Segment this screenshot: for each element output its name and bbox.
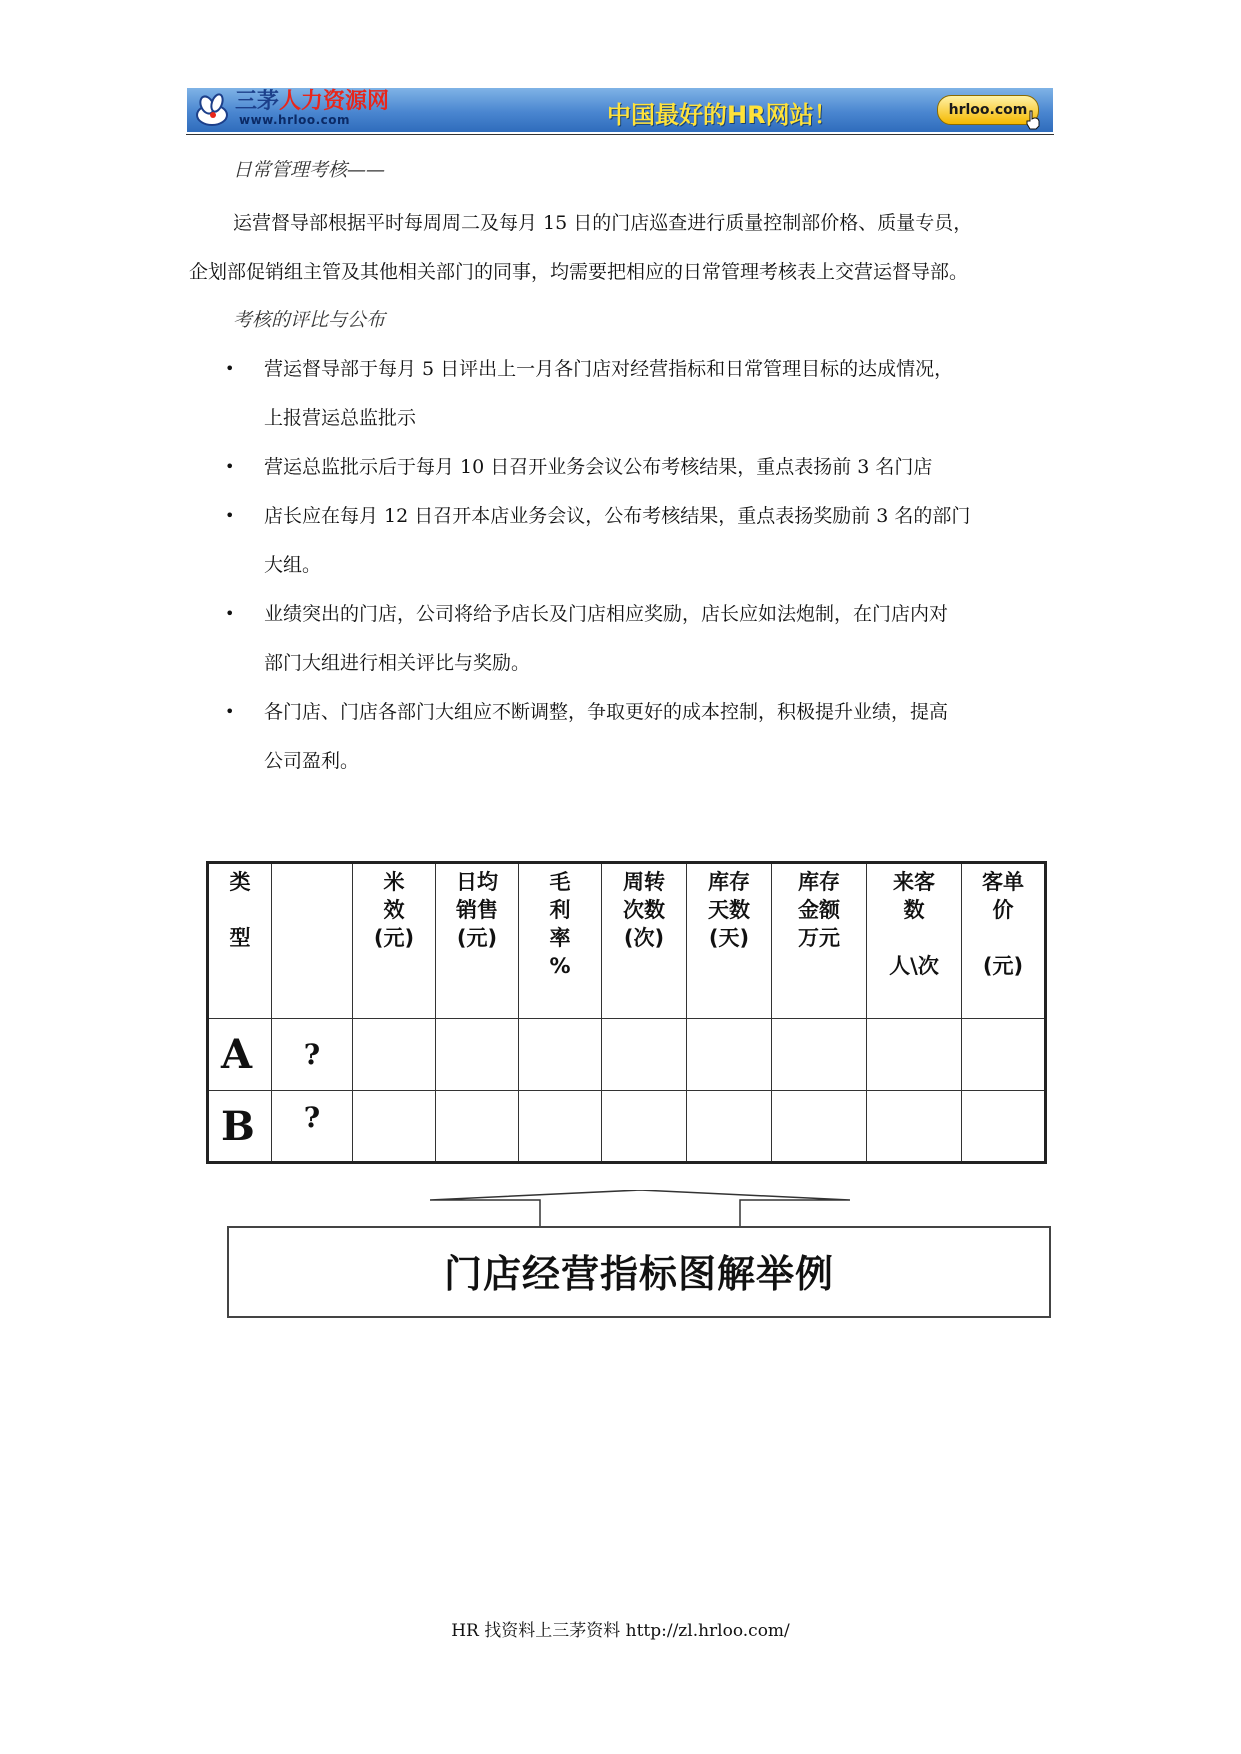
header-line — [209, 896, 271, 924]
bullet-text: 大组。 — [264, 554, 322, 576]
header-line: 万元 — [798, 926, 840, 950]
bullet-marker: • — [225, 457, 235, 476]
table-cell[interactable] — [436, 1091, 519, 1163]
banner-slogan: 中国最好的HR网站！ — [607, 101, 838, 129]
bullet-text: 公司盈利。 — [264, 750, 360, 772]
header-line: 率 — [549, 926, 571, 950]
paragraph-line: 运营督导部根据平时每周周二及每月 15 日的门店巡查进行质量控制部价格、质量专员， — [233, 212, 973, 234]
table-cell[interactable] — [772, 1091, 867, 1163]
page-footer: HR 找资料上三茅资料 http://zl.hrloo.com/ — [451, 1621, 790, 1641]
header-cell-turnover — [602, 863, 687, 1019]
table-cell[interactable] — [519, 1019, 602, 1091]
header-line: 利 — [549, 898, 571, 922]
brand-name — [235, 90, 389, 114]
header-line: 周转 — [623, 870, 665, 894]
table-cell[interactable] — [519, 1091, 602, 1163]
header-line: 来客 — [893, 870, 935, 894]
header-line: 价 — [992, 898, 1014, 922]
table-cell[interactable] — [353, 1019, 436, 1091]
table-header-row — [208, 863, 1046, 1019]
bullet-text: 店长应在每月 12 日召开本店业务会议，公布考核结果，重点表扬奖励前 3 名的部门 — [264, 505, 971, 527]
header-line: 天数 — [708, 898, 750, 922]
bullet-text: 各门店、门店各部门大组应不断调整，争取更好的成本控制，积极提升业绩，提高 — [264, 701, 949, 723]
table-row — [208, 1091, 1046, 1163]
row-mark: ? — [272, 1019, 353, 1091]
header-line: (元) — [373, 926, 415, 950]
callout-caption: 门店经营指标图解举例 — [443, 1252, 834, 1296]
header-line: 数 — [903, 898, 925, 922]
bullet-text: 部门大组进行相关评比与奖励。 — [264, 652, 531, 674]
bullet-marker: • — [225, 359, 235, 378]
table-cell[interactable] — [772, 1019, 867, 1091]
bullet-marker: • — [225, 604, 235, 623]
header-line: 型 — [229, 926, 251, 950]
brand-url: www.hrloo.com — [239, 113, 351, 127]
header-cell-stock-amount — [772, 863, 867, 1019]
header-cell-daily-sales — [436, 863, 519, 1019]
table-cell[interactable] — [687, 1091, 772, 1163]
header-cell-stock-days — [687, 863, 772, 1019]
header-line: 毛 — [549, 870, 571, 894]
table-cell[interactable] — [602, 1091, 687, 1163]
header-line: (次) — [623, 926, 665, 950]
section-heading-evaluation: 考核的评比与公布 — [233, 309, 386, 331]
header-line: 人\次 — [889, 954, 939, 978]
bullet-text: 上报营运总监批示 — [264, 407, 417, 429]
header-cell-blank — [272, 863, 353, 1019]
header-line: (元) — [456, 926, 498, 950]
header-line: 库存 — [708, 870, 750, 894]
header-cell-customer-count — [867, 863, 962, 1019]
row-label: B — [208, 1091, 272, 1163]
hrloo-button[interactable]: hrloo.com — [937, 95, 1039, 125]
brand-part1: 三茅 — [235, 89, 280, 114]
hand-cursor-icon — [1025, 110, 1041, 130]
header-line — [867, 924, 961, 952]
header-line: 库存 — [798, 870, 840, 894]
bullet-text: 营运总监批示后于每月 10 日召开业务会议公布考核结果，重点表扬前 3 名门店 — [264, 456, 933, 478]
header-line: 客单 — [982, 870, 1024, 894]
header-cell-type — [208, 863, 272, 1019]
header-line: 效 — [383, 898, 405, 922]
table-cell[interactable] — [867, 1091, 962, 1163]
header-line: 次数 — [623, 898, 665, 922]
header-banner[interactable] — [187, 88, 1053, 132]
header-line: 米 — [383, 870, 405, 894]
table-cell[interactable] — [962, 1091, 1046, 1163]
store-metrics-table — [206, 861, 1047, 1164]
table-row — [208, 1019, 1046, 1091]
header-cell-avg-ticket — [962, 863, 1046, 1019]
header-rule — [186, 134, 1054, 135]
table-cell[interactable] — [353, 1091, 436, 1163]
callout-arrow — [430, 1190, 850, 1230]
header-line: 销售 — [456, 898, 498, 922]
table-cell[interactable] — [962, 1019, 1046, 1091]
header-line: 类 — [229, 870, 251, 894]
section-heading-daily: 日常管理考核—— — [233, 159, 386, 181]
header-line: 金额 — [798, 898, 840, 922]
paragraph-line: 企划部促销组主管及其他相关部门的同事，均需要把相应的日常管理考核表上交营运督导部。 — [189, 261, 969, 283]
table-cell[interactable] — [602, 1019, 687, 1091]
table-cell[interactable] — [687, 1019, 772, 1091]
bullet-marker: • — [225, 702, 235, 721]
table-cell[interactable] — [867, 1019, 962, 1091]
header-line: (元) — [982, 954, 1024, 978]
logo-icon — [193, 91, 231, 129]
bullet-text: 营运督导部于每月 5 日评出上一月各门店对经营指标和日常管理目标的达成情况， — [264, 358, 954, 380]
header-line: 日均 — [456, 870, 498, 894]
header-line: (天) — [708, 926, 750, 950]
bullet-text: 业绩突出的门店，公司将给予店长及门店相应奖励，店长应如法炮制，在门店内对 — [264, 603, 949, 625]
header-line: % — [549, 954, 571, 978]
row-label: A — [208, 1019, 272, 1091]
header-line — [962, 924, 1044, 952]
bullet-marker: • — [225, 506, 235, 525]
brand-part2: 人力资源网 — [279, 89, 390, 114]
header-cell-gross-margin — [519, 863, 602, 1019]
callout-box — [227, 1226, 1051, 1318]
table-cell[interactable] — [436, 1019, 519, 1091]
header-cell-sales-per-meter — [353, 863, 436, 1019]
row-mark: ? — [272, 1091, 353, 1163]
